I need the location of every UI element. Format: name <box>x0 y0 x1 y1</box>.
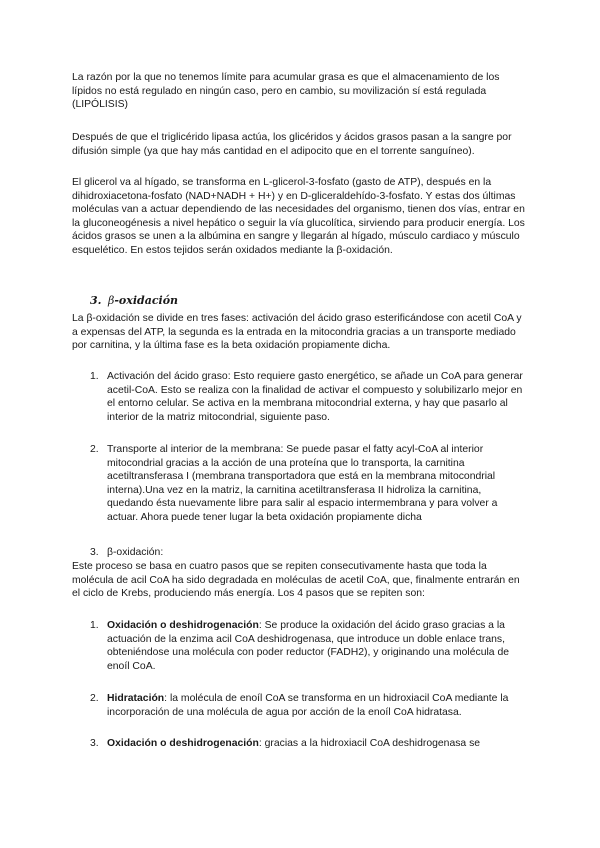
list-marker: 1. <box>90 620 99 631</box>
list-marker: 2. <box>90 693 99 704</box>
step-description: : gracias a la hidroxiacil CoA deshidrogenasa se <box>258 738 481 749</box>
list-item-phase-3 <box>90 546 530 560</box>
paragraph-four-steps-intro: Este proceso se basa en cuatro pasos que se repiten consecutivamente hasta que toda la molécula de acil CoA ha sido degradada en moléculas de acetil CoA, que, finalmente entrarán en el ciclo de Krebs, produciendo más energía. Los 4 pasos que se repiten son: <box>72 561 520 600</box>
paragraph-glycerol: El glicerol va al hígado, se transforma en L-glicerol-3-fosfato (gasto de ATP), después en la dihidroxiacetona-fosfato (NAD+NADH + H+) y en D-gliceraldehído-3-fosfato. Y estas dos últimas moléculas van a actuar dependiendo de las necesidades del organismo, tienen dos vías, entrar en la gluconeogénesis a nivel hepático o seguir la vía glucolítica, sirviendo para producir energía. Los ácidos grasos se unen a la albúmina en sangre y llegarán al hígado, músculo cardiaco y músculo esquelético. En estos tejidos serán oxidados mediante la β-oxidación. <box>72 177 525 256</box>
section-number: 3. <box>90 294 102 307</box>
step-description: : la molécula de enoíl CoA se transforma en un hidroxiacil CoA mediante la incorporación de una molécula de agua por acción de la enoíl CoA hidratasa. <box>107 693 509 718</box>
list-item-text <box>107 619 530 673</box>
list-item-phase-2 <box>90 443 530 525</box>
paragraph-diffusion: Después de que el triglicérido lipasa actúa, los glicéridos y ácidos grasos pasan a la sangre por difusión simple (ya que hay más cantidad en el adipocito que en el torrente sanguíneo). <box>72 132 512 157</box>
step-title: Oxidación o deshidrogenación <box>107 738 259 749</box>
list-marker: 3. <box>90 547 99 558</box>
list-item-phase-1 <box>90 370 530 424</box>
list-item-step-3 <box>90 737 530 751</box>
section-beta-symbol: β <box>108 294 115 307</box>
list-item-step-1 <box>90 619 530 673</box>
list-marker: 1. <box>90 371 99 382</box>
step-title: Oxidación o deshidrogenación <box>107 620 259 631</box>
paragraph-lipolysis: La razón por la que no tenemos límite para acumular grasa es que el almacenamiento de los lípidos no está regulado en ningún caso, pero en cambio, su movilización sí está regulada (LIPÓLISIS) <box>72 72 500 111</box>
list-marker: 2. <box>90 444 99 455</box>
list-item-text: Activación del ácido graso: Esto requiere gasto energético, se añade un CoA para generar acetil-CoA. Esto se realiza con la finalidad de activar el compuesto y solubilizarlo mejor en el entorno celular. Se activa en la membrana mitocondrial externa, y hay que pasarlo al interior de la matriz mitocondrial, siguiente paso. <box>107 371 523 423</box>
step-description: : Se produce la oxidación del ácido graso gracias a la actuación de la enzima acil CoA deshidrogenasa, que introduce un doble enlace trans, obteniéndose una molécula con poder reductor (FADH2), y originando una molécula de enoíl CoA. <box>107 620 510 672</box>
list-marker: 3. <box>90 738 99 749</box>
list-item-step-2 <box>90 692 530 719</box>
list-item-text <box>107 692 530 719</box>
section-heading <box>90 294 178 308</box>
list-item-text: Transporte al interior de la membrana: Se puede pasar el fatty acyl-CoA al interior mitocondrial gracias a la acción de una proteína que lo transporta, la carnitina acetiltransferasa I (membrana transportadora que está en la membrana mitocondrial interna).Una vez en la matriz, la carnitina acetiltransferasa II hidroliza la carnitina, quedando ésta nuevamente libre para salir al espacio intermembrana y para volver a actuar. Ahora puede tener lugar la beta oxidación propiamente dicha <box>107 444 498 523</box>
list-item-text <box>107 737 530 751</box>
list-item-text: β-oxidación: <box>107 547 164 558</box>
paragraph-phases-intro: La β-oxidación se divide en tres fases: activación del ácido graso esterificándose con acetil CoA y a expensas del ATP, la segunda es la entrada en la mitocondria gracias a un transporte mediado por carnitina, y la última fase es la beta oxidación propiamente dicha. <box>72 313 522 352</box>
step-title: Hidratación <box>107 693 165 704</box>
section-title: -oxidación <box>114 294 179 307</box>
